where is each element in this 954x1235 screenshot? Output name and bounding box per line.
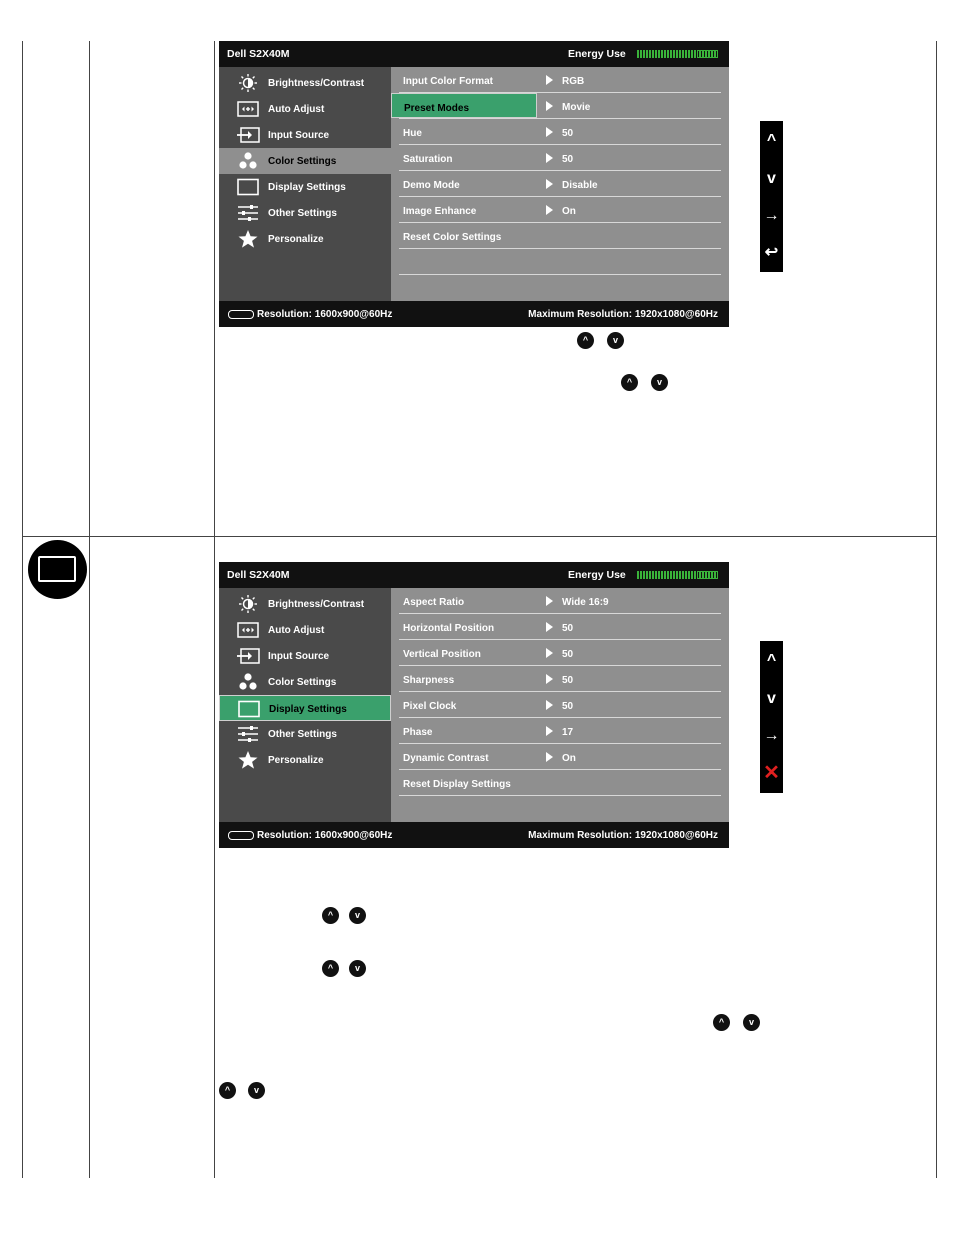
energy-segment xyxy=(691,50,693,58)
submenu-item-vertical-position[interactable] xyxy=(399,640,721,666)
menu-item-display-settings[interactable] xyxy=(219,174,391,200)
energy-segment xyxy=(655,50,657,58)
osd-footer xyxy=(219,822,729,848)
submenu-item-value: Wide 16:9 xyxy=(562,597,609,608)
submenu-item-label: Saturation xyxy=(403,154,453,165)
up-icon: ^ xyxy=(621,374,638,391)
arrow-right-icon xyxy=(546,179,553,189)
energy-segment xyxy=(640,50,642,58)
submenu-item-reset-display-settings[interactable] xyxy=(399,770,721,796)
energy-segment xyxy=(658,571,660,579)
submenu-item-aspect-ratio[interactable] xyxy=(399,588,721,614)
other-settings-icon xyxy=(236,725,260,743)
submenu-item-label: Dynamic Contrast xyxy=(403,753,489,764)
back-button[interactable]: ↩ xyxy=(764,244,779,261)
menu-item-label: Display Settings xyxy=(268,182,346,193)
submenu-item-image-enhance[interactable] xyxy=(399,197,721,223)
energy-segment xyxy=(667,50,669,58)
arrow-right-icon xyxy=(546,127,553,137)
enter-button[interactable]: → xyxy=(763,207,780,224)
arrow-right-icon xyxy=(546,622,553,632)
submenu-item-label: Pixel Clock xyxy=(403,701,457,712)
osd-submenu xyxy=(391,588,729,822)
energy-segment xyxy=(661,571,663,579)
menu-item-other-settings[interactable] xyxy=(219,200,391,226)
energy-segment xyxy=(664,50,666,58)
display-settings-icon xyxy=(237,700,261,718)
menu-item-input-source[interactable] xyxy=(219,643,391,669)
energy-segment xyxy=(679,50,681,58)
other-settings-icon xyxy=(236,204,260,222)
brightness-icon xyxy=(236,595,260,613)
submenu-item-label: Preset Modes xyxy=(391,93,537,118)
submenu-item-reset-color-settings[interactable] xyxy=(399,223,721,249)
menu-item-color-settings[interactable] xyxy=(219,148,391,174)
osd-footer xyxy=(219,301,729,327)
menu-item-label: Other Settings xyxy=(268,729,337,740)
menu-item-auto-adjust[interactable] xyxy=(219,617,391,643)
arrow-right-icon xyxy=(546,648,553,658)
down-icon: v xyxy=(743,1014,760,1031)
submenu-empty-row xyxy=(399,249,721,275)
submenu-item-value: Movie xyxy=(562,102,591,113)
submenu-item-label: Reset Color Settings xyxy=(403,232,502,243)
front-panel-buttons xyxy=(760,121,783,272)
menu-item-label: Input Source xyxy=(268,651,330,662)
submenu-item-value: Disable xyxy=(562,180,598,191)
energy-segment xyxy=(643,50,645,58)
energy-segment xyxy=(646,50,648,58)
submenu-item-label: Image Enhance xyxy=(403,206,477,217)
arrow-right-icon xyxy=(546,596,553,606)
energy-segment xyxy=(637,571,639,579)
menu-item-label: Color Settings xyxy=(268,677,337,688)
energy-segment xyxy=(688,571,690,579)
table-row-divider xyxy=(22,536,937,537)
front-panel-buttons xyxy=(760,641,783,793)
energy-segment xyxy=(640,571,642,579)
submenu-item-value: RGB xyxy=(562,76,585,87)
submenu-item-value: 17 xyxy=(562,727,574,738)
input-source-icon xyxy=(236,126,260,144)
submenu-item-input-color-format[interactable] xyxy=(399,67,721,93)
energy-segment xyxy=(649,571,651,579)
arrow-right-icon xyxy=(546,752,553,762)
menu-item-label: Personalize xyxy=(268,755,324,766)
submenu-item-phase[interactable] xyxy=(399,718,721,744)
submenu-item-value: 50 xyxy=(562,675,574,686)
submenu-item-label: Reset Display Settings xyxy=(403,779,511,790)
submenu-item-saturation[interactable] xyxy=(399,145,721,171)
color-settings-icon xyxy=(236,673,260,691)
submenu-item-value: 50 xyxy=(562,623,574,634)
star-icon xyxy=(236,230,260,248)
down-button[interactable]: v xyxy=(767,690,776,707)
osd-header xyxy=(219,41,729,67)
submenu-item-label: Demo Mode xyxy=(403,180,460,191)
energy-segment xyxy=(685,571,687,579)
vga-connector-icon xyxy=(228,831,254,840)
menu-item-label: Input Source xyxy=(268,130,330,141)
osd-submenu xyxy=(391,67,729,301)
menu-item-color-settings[interactable] xyxy=(219,669,391,695)
menu-item-display-settings[interactable] xyxy=(219,695,391,721)
energy-segment xyxy=(667,571,669,579)
energy-segment xyxy=(670,50,672,58)
up-icon: ^ xyxy=(577,332,594,349)
submenu-item-value: 50 xyxy=(562,154,574,165)
arrow-right-icon xyxy=(546,153,553,163)
osd-model: Dell S2X40M xyxy=(227,569,290,581)
table-border-col1 xyxy=(89,41,90,1178)
down-icon: v xyxy=(607,332,624,349)
energy-segment xyxy=(673,50,675,58)
display-settings-icon xyxy=(236,178,260,196)
menu-item-label: Auto Adjust xyxy=(268,625,325,636)
submenu-item-dynamic-contrast[interactable] xyxy=(399,744,721,770)
arrow-right-icon xyxy=(546,726,553,736)
menu-item-auto-adjust[interactable] xyxy=(219,96,391,122)
brightness-icon xyxy=(236,74,260,92)
energy-segment xyxy=(679,571,681,579)
resolution-text: Resolution: 1600x900@60Hz xyxy=(257,830,393,841)
menu-item-personalize[interactable] xyxy=(219,226,391,252)
table-border-left xyxy=(22,41,23,1178)
max-resolution-text: Maximum Resolution: 1920x1080@60Hz xyxy=(528,309,718,320)
osd-color-settings xyxy=(219,41,729,327)
submenu-item-value: 50 xyxy=(562,128,574,139)
energy-segment xyxy=(670,571,672,579)
up-icon: ^ xyxy=(713,1014,730,1031)
submenu-item-demo-mode[interactable] xyxy=(399,171,721,197)
energy-segment xyxy=(652,571,654,579)
submenu-item-preset-modes[interactable] xyxy=(399,93,721,119)
arrow-right-icon xyxy=(546,75,553,85)
display-settings-badge-icon xyxy=(28,540,87,599)
submenu-item-label: Aspect Ratio xyxy=(403,597,465,608)
energy-use-bar xyxy=(637,571,718,579)
energy-segment xyxy=(691,571,693,579)
energy-segment xyxy=(682,50,684,58)
menu-item-label: Brightness/Contrast xyxy=(268,78,365,89)
arrow-right-icon xyxy=(546,700,553,710)
submenu-item-label: Vertical Position xyxy=(403,649,481,660)
down-icon: v xyxy=(248,1082,265,1099)
menu-item-label: Brightness/Contrast xyxy=(268,599,365,610)
energy-segment xyxy=(655,571,657,579)
enter-button[interactable]: → xyxy=(763,727,780,744)
energy-segment xyxy=(715,50,718,58)
vga-connector-icon xyxy=(228,310,254,319)
auto-adjust-icon xyxy=(236,100,260,118)
down-icon: v xyxy=(349,960,366,977)
up-icon: ^ xyxy=(219,1082,236,1099)
energy-segment xyxy=(676,571,678,579)
osd-display-settings xyxy=(219,562,729,848)
submenu-item-value: 50 xyxy=(562,701,574,712)
osd-model: Dell S2X40M xyxy=(227,48,290,60)
up-icon: ^ xyxy=(322,960,339,977)
energy-segment xyxy=(694,571,696,579)
submenu-item-value: On xyxy=(562,753,576,764)
menu-item-input-source[interactable] xyxy=(219,122,391,148)
down-icon: v xyxy=(651,374,668,391)
up-icon: ^ xyxy=(322,907,339,924)
submenu-item-label: Sharpness xyxy=(403,675,455,686)
energy-segment xyxy=(673,571,675,579)
submenu-item-label: Phase xyxy=(403,727,433,738)
energy-segment xyxy=(652,50,654,58)
down-button[interactable]: v xyxy=(767,170,776,187)
energy-segment xyxy=(715,571,718,579)
submenu-item-pixel-clock[interactable] xyxy=(399,692,721,718)
osd-header xyxy=(219,562,729,588)
menu-item-label: Color Settings xyxy=(268,156,337,167)
exit-button[interactable]: ✕ xyxy=(763,762,780,784)
submenu-item-horizontal-position[interactable] xyxy=(399,614,721,640)
auto-adjust-icon xyxy=(236,621,260,639)
submenu-item-label: Horizontal Position xyxy=(403,623,495,634)
energy-segment xyxy=(682,571,684,579)
energy-segment xyxy=(643,571,645,579)
menu-item-other-settings[interactable] xyxy=(219,721,391,747)
energy-segment xyxy=(661,50,663,58)
submenu-item-value: On xyxy=(562,206,576,217)
energy-segment xyxy=(646,571,648,579)
menu-item-brightness-contrast[interactable] xyxy=(219,70,391,96)
submenu-item-label: Hue xyxy=(403,128,422,139)
arrow-right-icon xyxy=(546,674,553,684)
submenu-item-sharpness[interactable] xyxy=(399,666,721,692)
osd-main-menu xyxy=(219,67,391,301)
menu-item-label: Display Settings xyxy=(269,704,347,715)
color-settings-icon xyxy=(236,152,260,170)
up-button[interactable]: ^ xyxy=(766,652,777,669)
table-border-right xyxy=(936,41,937,1178)
energy-segment xyxy=(676,50,678,58)
energy-segment xyxy=(694,50,696,58)
menu-item-label: Personalize xyxy=(268,234,324,245)
down-icon: v xyxy=(349,907,366,924)
resolution-text: Resolution: 1600x900@60Hz xyxy=(257,309,393,320)
energy-segment xyxy=(658,50,660,58)
energy-use-bar xyxy=(637,50,718,58)
max-resolution-text: Maximum Resolution: 1920x1080@60Hz xyxy=(528,830,718,841)
star-icon xyxy=(236,751,260,769)
energy-segment xyxy=(685,50,687,58)
energy-use-label: Energy Use xyxy=(568,48,626,60)
energy-segment xyxy=(688,50,690,58)
arrow-right-icon xyxy=(546,205,553,215)
energy-segment xyxy=(649,50,651,58)
menu-item-personalize[interactable] xyxy=(219,747,391,773)
submenu-item-value: 50 xyxy=(562,649,574,660)
up-button[interactable]: ^ xyxy=(766,132,777,149)
arrow-right-icon xyxy=(546,101,553,111)
submenu-item-label: Input Color Format xyxy=(403,76,493,87)
energy-segment xyxy=(664,571,666,579)
submenu-item-hue[interactable] xyxy=(399,119,721,145)
osd-main-menu xyxy=(219,588,391,822)
menu-item-brightness-contrast[interactable] xyxy=(219,591,391,617)
energy-use-label: Energy Use xyxy=(568,569,626,581)
energy-segment xyxy=(637,50,639,58)
menu-item-label: Other Settings xyxy=(268,208,337,219)
input-source-icon xyxy=(236,647,260,665)
table-border-col2 xyxy=(214,41,215,1178)
menu-item-label: Auto Adjust xyxy=(268,104,325,115)
